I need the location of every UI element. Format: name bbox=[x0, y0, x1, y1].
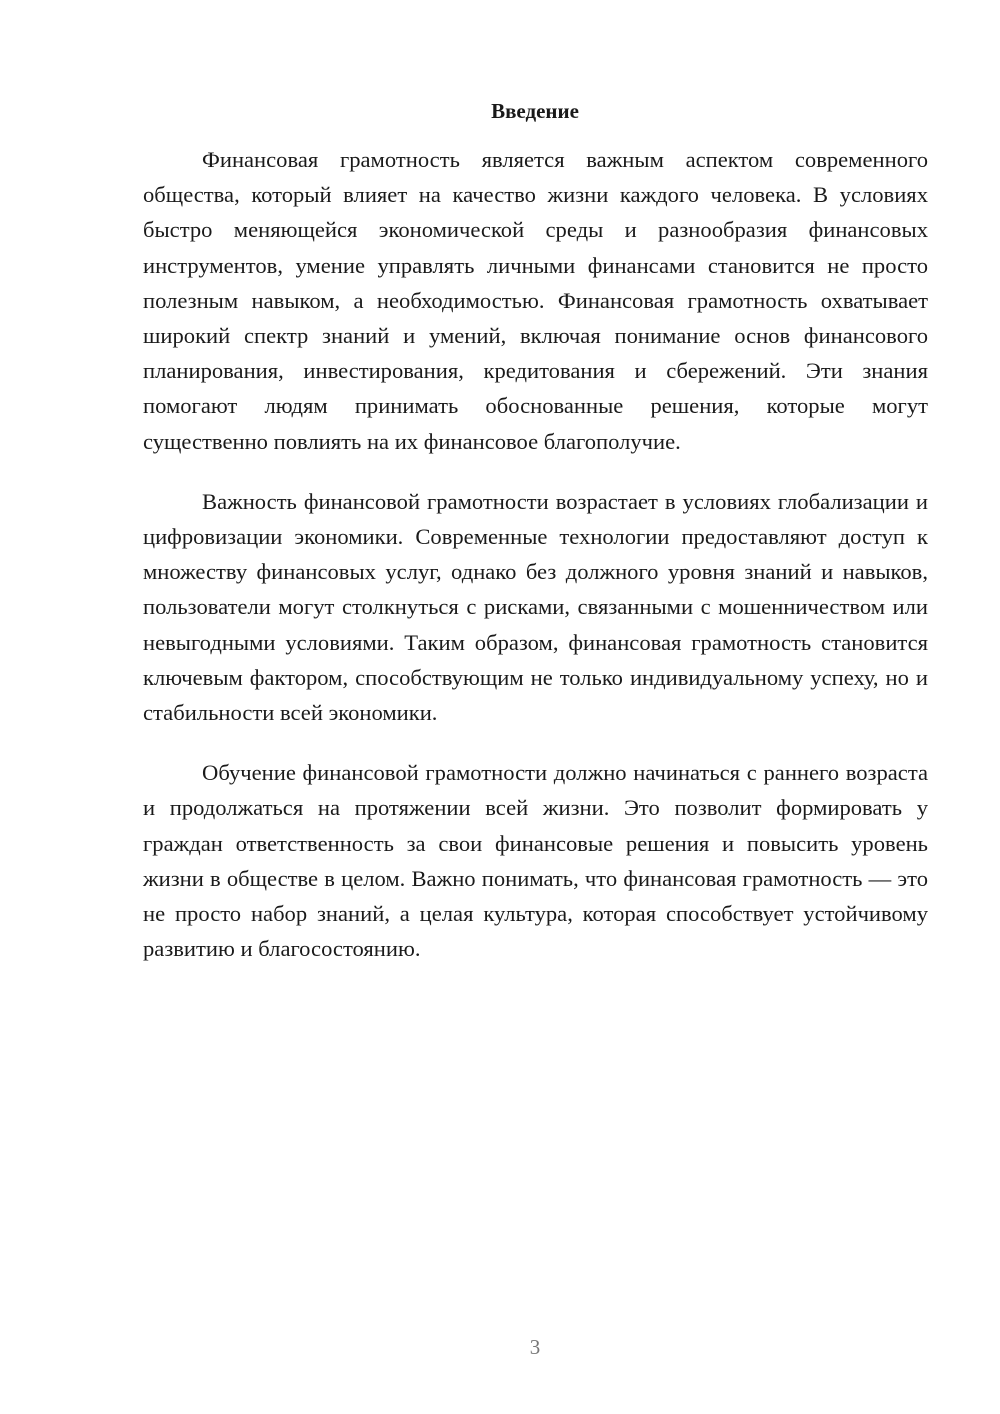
paragraph-1: Финансовая грамотность является важным аспектом современного общества, который влияет на качество жизни каждого человека. В условиях быстро меняющейся экономической среды и разнообразия финансовых инструментов, умение управлять личными финансами становится не просто полезным навыком, а необходимостью. Финансовая грамотность охватывает широкий спектр знаний и умений, включая понимание основ финансового планирования, инвестирования, кредитования и сбережений. Эти знания помогают людям принимать обоснованные решения, которые могут существенно повлиять на их финансовое благополучие. bbox=[143, 147, 928, 454]
paragraph-3: Обучение финансовой грамотности должно начинаться с раннего возраста и продолжаться на протяжении всей жизни. Это позволит формировать у граждан ответственность за свои финансовые решения и повысить уровень жизни в обществе в целом. Важно понимать, что финансовая грамотность — это не просто набор знаний, а целая культура, которая способствует устойчивому развитию и благосостоянию. bbox=[143, 760, 928, 962]
paragraph-2: Важность финансовой грамотности возрастает в условиях глобализации и цифровизации экономики. Современные технологии предоставляют доступ к множеству финансовых услуг, однако без должного уровня знаний и навыков, пользователи могут столкнуться с рисками, связанными с мошенничеством или невыгодными условиями. Таким образом, финансовая грамотность становится ключевым фактором, способствующим не только индивидуальному успеху, но и стабильности всей экономики. bbox=[143, 488, 928, 726]
page-number: 3 bbox=[529, 1335, 541, 1359]
document-body bbox=[143, 142, 928, 991]
page-title: Введение bbox=[491, 99, 579, 123]
